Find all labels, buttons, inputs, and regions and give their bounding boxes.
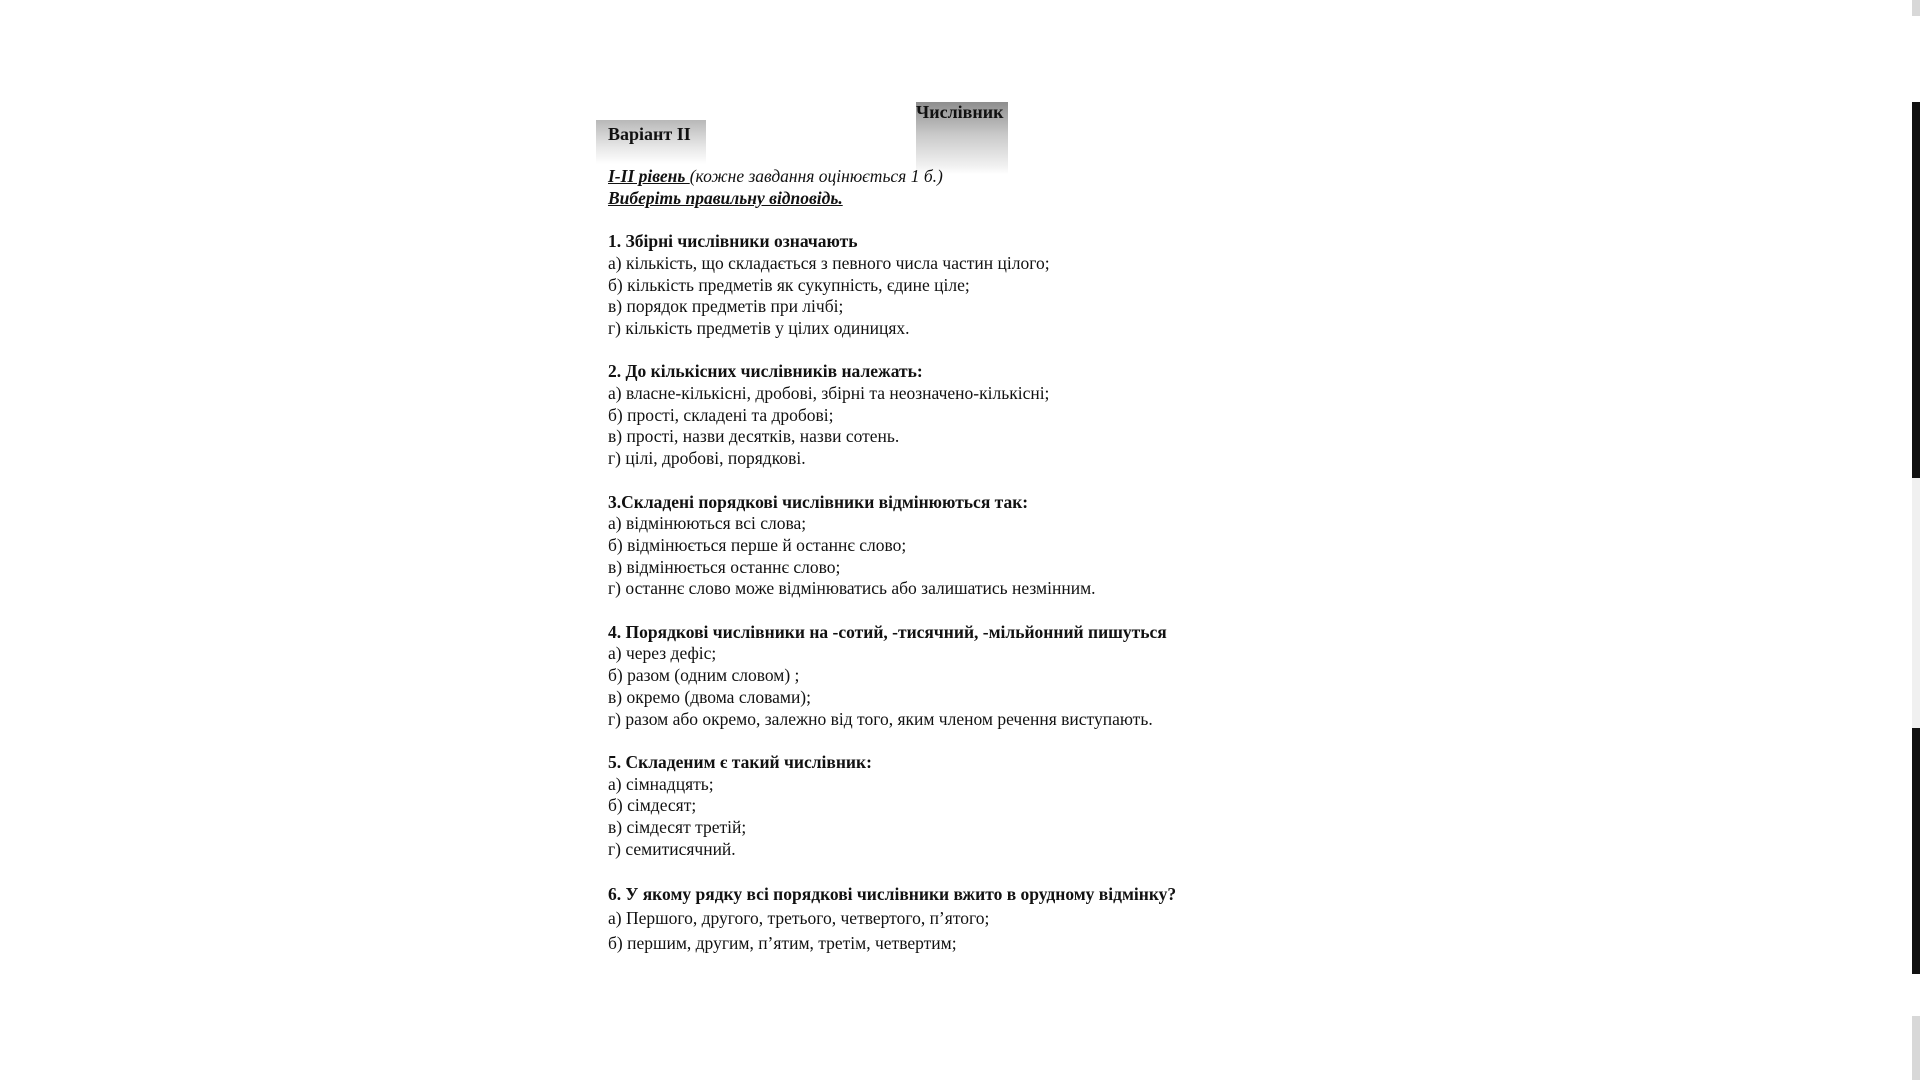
answer-option: в) прості, назви десятків, назви сотень. [608,426,900,447]
level-line [608,166,1308,188]
answer-option: а) власне-кількісні, дробові, збірні та неозначено-кількісні; [608,383,1050,403]
scrollbar-thumb[interactable] [1912,102,1920,478]
answer-option: г) кількість предметів у цілих одиницях. [608,317,910,338]
question-2 [608,361,1308,470]
question-4 [608,622,1308,731]
answer-option: г) цілі, дробові, порядкові. [608,448,806,469]
question-5 [608,752,1308,861]
variant-label-box [596,120,706,164]
answer-option: б) відмінюється перше й останнє слово; [608,534,907,555]
answer-option: г) семитисячний. [608,838,736,859]
question-text: 2. До кількісних числівників належать: [608,361,923,382]
answer-option: в) порядок предметів при лічбі; [608,296,844,317]
answer-option: б) сімдесят; [608,795,697,816]
instruction: Виберіть правильну відповідь. [608,187,843,208]
level-name: І-ІІ рівень [608,166,690,186]
answer-option: г) останнє слово може відмінюватись або залишатись незмінним. [608,578,1096,599]
page-title: Числівник [916,102,1004,122]
answer-option: б) кількість предметів як сукупність, єдине ціле; [608,274,970,295]
question-text: 3.Складені порядкові числівники відмінюються так: [608,491,1029,512]
answer-option: в) окремо (двома словами); [608,686,812,707]
question-text: 5. Складеним є такий числівник: [608,751,872,772]
answer-option: а) через дефіс; [608,643,717,664]
level-note: (кожне завдання оцінюється 1 б.) [689,166,943,186]
question-text: 4. Порядкові числівники на -сотий, -тисячний, -мільйонний пишуться [608,621,1167,642]
answer-option: а) Першого, другого, третього, четвертого, п’ятого; [608,908,990,929]
answer-option: в) сімдесят третій; [608,817,747,838]
question-text: 1. Збірні числівники означають [608,231,858,252]
variant-label: Варіант ІІ [608,124,691,144]
scrollbar-segment [1912,1016,1920,1080]
vertical-scrollbar[interactable] [1912,0,1920,1080]
question-3 [608,492,1308,601]
answer-option: в) відмінюється останнє слово; [608,556,841,577]
answer-option: а) відмінюються всі слова; [608,513,807,534]
question-text: 6. У якому рядку всі порядкові числівники вжито в орудному відмінку? [608,884,1177,905]
answer-option: г) разом або окремо, залежно від того, яким членом речення виступають. [608,708,1153,729]
answer-option: а) сімнадцять; [608,773,714,794]
document-content [608,166,1308,956]
answer-option: б) разом (одним словом) ; [608,665,800,686]
scrollbar-segment [1912,0,1920,16]
scrollbar-segment [1912,478,1920,728]
answer-option: б) прості, складені та дробові; [608,404,834,425]
question-6 [608,882,1308,956]
answer-option: а) кількість, що складається з певного числа частин цілого; [608,252,1050,273]
question-1 [608,231,1308,340]
title-box [916,102,1008,174]
answer-option: б) першим, другим, п’ятим, третім, четвертим; [608,933,957,954]
scrollbar-thumb[interactable] [1912,728,1920,974]
